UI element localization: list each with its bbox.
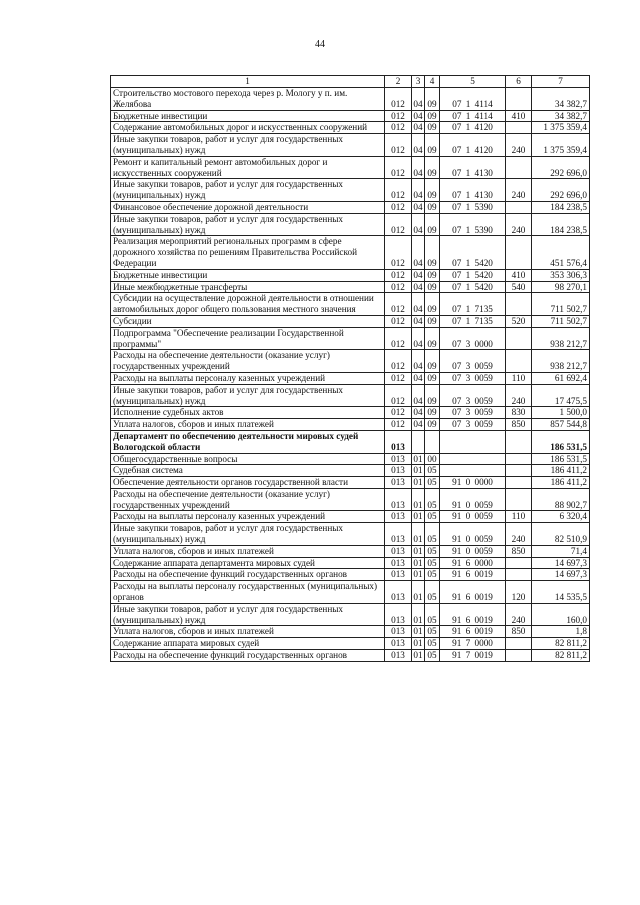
expense-type-cell — [506, 88, 532, 111]
expense-type-cell: 240 — [506, 384, 532, 407]
row-name-cell: Уплата налогов, сборов и иных платежей — [111, 545, 385, 557]
section-code-cell: 04 — [412, 327, 425, 350]
table-row — [111, 350, 590, 373]
amount-cell: 34 382,7 — [532, 88, 590, 111]
row-name-cell: Субсидии — [111, 315, 385, 327]
amount-cell: 1 375 359,4 — [532, 122, 590, 134]
table-row — [111, 638, 590, 650]
row-name-cell: Строительство мостового перехода через р. Мологу у п. им. Желябова — [111, 88, 385, 111]
amount-cell: 711 502,7 — [532, 315, 590, 327]
ministry-code-cell: 012 — [385, 110, 412, 122]
amount-cell: 71,4 — [532, 545, 590, 557]
subsection-code-cell: 09 — [425, 419, 440, 431]
expense-type-cell: 240 — [506, 603, 532, 626]
table-row — [111, 523, 590, 546]
target-article-cell: 91 7 0019 — [440, 650, 506, 662]
table-row — [111, 557, 590, 569]
section-code-cell: 01 — [413, 465, 423, 476]
target-article-cell: 07 1 5420 — [440, 269, 506, 281]
amount-cell: 857 544,8 — [532, 419, 590, 431]
table-row — [111, 281, 590, 293]
subsection-code-cell: 09 — [425, 110, 440, 122]
subsection-code-cell: 00 — [425, 453, 440, 465]
target-article-cell: 91 0 0059 — [440, 511, 506, 523]
table-row — [111, 179, 590, 202]
row-name-cell: Иные межбюджетные трансферты — [111, 281, 385, 293]
table-row — [111, 88, 590, 111]
target-article-cell: 07 1 4130 — [440, 156, 506, 179]
section-code-cell — [412, 430, 425, 453]
section-code-cell: 04 — [413, 407, 423, 418]
ministry-code-cell: 013 — [385, 488, 412, 511]
row-name-cell: Иные закупки товаров, работ и услуг для государственных (муниципальных) нужд — [111, 384, 385, 407]
row-name-cell: Бюджетные инвестиции — [111, 110, 385, 122]
expense-type-cell: 240 — [506, 179, 532, 202]
target-article-cell: 91 6 0019 — [440, 603, 506, 626]
table-row — [111, 384, 590, 407]
row-name-cell: Реализация мероприятий региональных программ в сфере дорожного хозяйства по решениям Правительства Российской Федерации — [111, 236, 385, 269]
target-article-cell: 91 0 0059 — [440, 488, 506, 511]
subsection-code-cell: 09 — [425, 269, 440, 281]
section-code-cell: 04 — [412, 213, 425, 236]
amount-cell: 1 375 359,4 — [532, 134, 590, 157]
table-row — [111, 269, 590, 281]
subsection-code-cell: 09 — [425, 315, 440, 327]
target-article-cell: 07 1 4120 — [440, 122, 506, 134]
section-code-cell: 04 — [412, 350, 425, 373]
ministry-code-cell: 012 — [385, 122, 412, 134]
section-code-cell: 04 — [413, 110, 423, 121]
expense-type-cell: 850 — [506, 545, 532, 557]
section-code-cell: 01 — [412, 581, 425, 604]
ministry-code-cell: 012 — [385, 384, 412, 407]
ministry-code-cell: 012 — [385, 213, 412, 236]
expense-type-cell — [506, 465, 532, 477]
subsection-code-cell: 09 — [425, 88, 440, 111]
row-name-cell: Содержание аппарата мировых судей — [111, 638, 385, 650]
expense-type-cell: 850 — [506, 419, 532, 431]
expense-type-cell — [506, 650, 532, 662]
section-code-cell: 04 — [413, 419, 423, 430]
target-article-cell: 07 1 7135 — [440, 315, 506, 327]
row-name-cell: Расходы на обеспечение деятельности (оказание услуг) государственных учреждений — [111, 488, 385, 511]
ministry-code-cell: 012 — [385, 407, 412, 419]
table-row — [111, 201, 590, 213]
amount-cell: 938 212,7 — [532, 327, 590, 350]
section-code-cell: 01 — [413, 477, 423, 488]
row-name-cell: Департамент по обеспечению деятельности мировых судей Вологодской области — [111, 430, 385, 453]
amount-cell: 14 697,3 — [532, 557, 590, 569]
target-article-cell: 07 1 4130 — [440, 179, 506, 202]
section-code-cell: 04 — [413, 315, 423, 326]
amount-cell: 186 411,2 — [532, 465, 590, 477]
row-name-cell: Обеспечение деятельности органов государственной власти — [111, 477, 385, 489]
amount-cell: 17 475,5 — [532, 384, 590, 407]
row-name-cell: Уплата налогов, сборов и иных платежей — [111, 419, 385, 431]
expense-type-cell — [506, 236, 532, 269]
amount-cell: 353 306,3 — [532, 269, 590, 281]
amount-cell: 88 902,7 — [532, 488, 590, 511]
subsection-code-cell: 09 — [425, 281, 440, 293]
section-code-cell: 04 — [412, 236, 425, 269]
ministry-code-cell: 012 — [385, 201, 412, 213]
section-code-cell: 04 — [413, 281, 423, 292]
subsection-code-cell: 05 — [425, 603, 440, 626]
ministry-code-cell: 012 — [385, 372, 412, 384]
row-name-cell: Финансовое обеспечение дорожной деятельности — [111, 201, 385, 213]
amount-cell: 82 811,2 — [532, 650, 590, 662]
subsection-code-cell: 05 — [425, 569, 440, 581]
page-number: 44 — [315, 39, 325, 50]
expense-type-cell — [506, 122, 532, 134]
target-article-cell: 07 1 5390 — [440, 213, 506, 236]
section-code-cell: 04 — [413, 372, 423, 383]
section-code-cell: 01 — [413, 569, 423, 580]
subsection-code-cell: 09 — [425, 179, 440, 202]
target-article-cell: 91 6 0019 — [440, 626, 506, 638]
target-article-cell — [440, 453, 506, 465]
subsection-code-cell: 05 — [425, 511, 440, 523]
amount-cell: 1 500,0 — [532, 407, 590, 419]
row-name-cell: Расходы на обеспечение деятельности (оказание услуг) государственных учреждений — [111, 350, 385, 373]
ministry-code-cell: 013 — [385, 465, 412, 477]
amount-cell: 184 238,5 — [532, 213, 590, 236]
section-code-cell: 01 — [413, 545, 423, 556]
expense-type-cell — [506, 327, 532, 350]
section-code-cell: 01 — [413, 650, 423, 661]
expense-type-cell — [506, 201, 532, 213]
row-name-cell: Иные закупки товаров, работ и услуг для государственных (муниципальных) нужд — [111, 134, 385, 157]
target-article-cell: 07 3 0000 — [440, 327, 506, 350]
section-code-cell: 04 — [412, 293, 425, 316]
subsection-code-cell: 05 — [425, 523, 440, 546]
table-row — [111, 511, 590, 523]
target-article-cell: 91 7 0000 — [440, 638, 506, 650]
table-row — [111, 122, 590, 134]
amount-cell: 186 531,5 — [532, 430, 590, 453]
table-row — [111, 626, 590, 638]
row-name-cell: Иные закупки товаров, работ и услуг для государственных (муниципальных) нужд — [111, 603, 385, 626]
row-name-cell: Расходы на обеспечение функций государственных органов — [111, 569, 385, 581]
amount-cell: 184 238,5 — [532, 201, 590, 213]
subsection-code-cell: 09 — [425, 407, 440, 419]
target-article-cell: 07 3 0059 — [440, 372, 506, 384]
subsection-code-cell: 09 — [425, 372, 440, 384]
amount-cell: 14 535,5 — [532, 581, 590, 604]
target-article-cell: 07 1 5390 — [440, 201, 506, 213]
subsection-code-cell: 05 — [425, 638, 440, 650]
section-code-cell: 04 — [413, 201, 423, 212]
target-article-cell: 07 3 0059 — [440, 384, 506, 407]
ministry-code-cell: 012 — [385, 269, 412, 281]
section-code-cell: 01 — [413, 626, 423, 637]
target-article-cell: 07 1 4114 — [440, 110, 506, 122]
row-name-cell: Общегосударственные вопросы — [111, 453, 385, 465]
table-row — [111, 569, 590, 581]
table-header-row — [111, 76, 590, 88]
section-code-cell: 01 — [412, 523, 425, 546]
amount-cell: 292 696,0 — [532, 179, 590, 202]
section-code-cell: 04 — [412, 384, 425, 407]
row-name-cell: Бюджетные инвестиции — [111, 269, 385, 281]
table-row — [111, 315, 590, 327]
ministry-code-cell: 013 — [385, 477, 412, 489]
row-name-cell: Расходы на выплаты персоналу государственных (муниципальных) органов — [111, 581, 385, 604]
amount-cell: 98 270,1 — [532, 281, 590, 293]
section-code-cell: 01 — [412, 603, 425, 626]
ministry-code-cell: 013 — [385, 523, 412, 546]
ministry-code-cell: 013 — [385, 430, 412, 453]
section-code-cell: 01 — [413, 453, 423, 464]
expense-type-cell: 410 — [506, 110, 532, 122]
row-name-cell: Иные закупки товаров, работ и услуг для государственных (муниципальных) нужд — [111, 213, 385, 236]
section-code-cell: 04 — [412, 179, 425, 202]
row-name-cell: Субсидии на осуществление дорожной деятельности в отношении автомобильных дорог общего пользования местного значения — [111, 293, 385, 316]
amount-cell: 14 697,3 — [532, 569, 590, 581]
subsection-code-cell: 09 — [425, 134, 440, 157]
expense-type-cell: 850 — [506, 626, 532, 638]
table-row — [111, 327, 590, 350]
expense-type-cell — [506, 488, 532, 511]
ministry-code-cell: 012 — [385, 419, 412, 431]
column-header: 2 — [385, 76, 412, 88]
amount-cell: 711 502,7 — [532, 293, 590, 316]
table-row — [111, 293, 590, 316]
expense-type-cell: 120 — [506, 581, 532, 604]
section-code-cell: 01 — [412, 488, 425, 511]
amount-cell: 6 320,4 — [532, 511, 590, 523]
table-row — [111, 110, 590, 122]
section-code-cell: 04 — [412, 156, 425, 179]
target-article-cell: 07 1 4120 — [440, 134, 506, 157]
column-header: 5 — [440, 76, 506, 88]
target-article-cell: 91 6 0019 — [440, 569, 506, 581]
section-code-cell: 01 — [413, 511, 423, 522]
amount-cell: 292 696,0 — [532, 156, 590, 179]
table-body — [111, 88, 590, 662]
ministry-code-cell: 012 — [385, 293, 412, 316]
amount-cell: 186 411,2 — [532, 477, 590, 489]
table-row — [111, 156, 590, 179]
target-article-cell: 91 0 0059 — [440, 545, 506, 557]
expense-type-cell — [506, 350, 532, 373]
section-code-cell: 04 — [413, 122, 423, 133]
ministry-code-cell: 013 — [385, 569, 412, 581]
target-article-cell: 91 0 0000 — [440, 477, 506, 489]
ministry-code-cell: 013 — [385, 603, 412, 626]
expense-type-cell — [506, 557, 532, 569]
subsection-code-cell: 05 — [425, 477, 440, 489]
expense-type-cell: 240 — [506, 134, 532, 157]
ministry-code-cell: 013 — [385, 626, 412, 638]
row-name-cell: Расходы на выплаты персоналу казенных учреждений — [111, 372, 385, 384]
table-row — [111, 650, 590, 662]
expense-type-cell: 410 — [506, 269, 532, 281]
ministry-code-cell: 013 — [385, 545, 412, 557]
subsection-code-cell: 05 — [425, 581, 440, 604]
section-code-cell: 04 — [412, 134, 425, 157]
subsection-code-cell: 09 — [425, 156, 440, 179]
ministry-code-cell: 012 — [385, 179, 412, 202]
target-article-cell: 07 3 0059 — [440, 407, 506, 419]
ministry-code-cell: 012 — [385, 134, 412, 157]
expense-type-cell: 540 — [506, 281, 532, 293]
table-row — [111, 453, 590, 465]
expense-type-cell: 240 — [506, 213, 532, 236]
table-row — [111, 372, 590, 384]
subsection-code-cell: 09 — [425, 384, 440, 407]
target-article-cell: 91 6 0019 — [440, 581, 506, 604]
row-name-cell: Содержание аппарата департамента мировых судей — [111, 557, 385, 569]
table-row — [111, 134, 590, 157]
subsection-code-cell: 09 — [425, 350, 440, 373]
table-row — [111, 603, 590, 626]
subsection-code-cell: 09 — [425, 213, 440, 236]
expense-type-cell: 110 — [506, 372, 532, 384]
row-name-cell: Содержание автомобильных дорог и искусственных сооружений — [111, 122, 385, 134]
amount-cell: 61 692,4 — [532, 372, 590, 384]
table-row — [111, 236, 590, 269]
ministry-code-cell: 012 — [385, 281, 412, 293]
expense-type-cell — [506, 293, 532, 316]
section-code-cell: 04 — [412, 88, 425, 111]
subsection-code-cell: 05 — [425, 650, 440, 662]
expense-type-cell: 830 — [506, 407, 532, 419]
row-name-cell: Судебная система — [111, 465, 385, 477]
ministry-code-cell: 013 — [385, 557, 412, 569]
table-row — [111, 430, 590, 453]
ministry-code-cell: 013 — [385, 581, 412, 604]
amount-cell: 82 811,2 — [532, 638, 590, 650]
table-row — [111, 581, 590, 604]
budget-table — [110, 75, 590, 662]
amount-cell: 82 510,9 — [532, 523, 590, 546]
row-name-cell: Ремонт и капитальный ремонт автомобильных дорог и искусственных сооружений — [111, 156, 385, 179]
expense-type-cell: 110 — [506, 511, 532, 523]
row-name-cell: Иные закупки товаров, работ и услуг для государственных (муниципальных) нужд — [111, 523, 385, 546]
target-article-cell — [440, 430, 506, 453]
ministry-code-cell: 013 — [385, 511, 412, 523]
subsection-code-cell: 09 — [425, 327, 440, 350]
subsection-code-cell: 09 — [425, 201, 440, 213]
amount-cell: 160,0 — [532, 603, 590, 626]
subsection-code-cell: 09 — [425, 122, 440, 134]
ministry-code-cell: 013 — [385, 650, 412, 662]
column-header: 6 — [506, 76, 532, 88]
row-name-cell: Иные закупки товаров, работ и услуг для государственных (муниципальных) нужд — [111, 179, 385, 202]
subsection-code-cell: 09 — [425, 236, 440, 269]
target-article-cell: 07 1 5420 — [440, 236, 506, 269]
section-code-cell: 01 — [413, 638, 423, 649]
table-row — [111, 545, 590, 557]
ministry-code-cell: 013 — [385, 638, 412, 650]
target-article-cell: 91 6 0000 — [440, 557, 506, 569]
target-article-cell: 07 1 5420 — [440, 281, 506, 293]
row-name-cell: Исполнение судебных актов — [111, 407, 385, 419]
column-header: 3 — [412, 76, 425, 88]
subsection-code-cell: 05 — [425, 488, 440, 511]
target-article-cell: 07 1 7135 — [440, 293, 506, 316]
expense-type-cell — [506, 430, 532, 453]
subsection-code-cell: 05 — [425, 465, 440, 477]
ministry-code-cell: 012 — [385, 315, 412, 327]
section-code-cell: 01 — [413, 557, 423, 568]
row-name-cell: Расходы на обеспечение функций государственных органов — [111, 650, 385, 662]
subsection-code-cell: 05 — [425, 626, 440, 638]
subsection-code-cell — [425, 430, 440, 453]
table-row — [111, 213, 590, 236]
table-row — [111, 477, 590, 489]
column-header: 1 — [111, 76, 385, 88]
amount-cell: 451 576,4 — [532, 236, 590, 269]
expense-type-cell: 240 — [506, 523, 532, 546]
target-article-cell: 91 0 0059 — [440, 523, 506, 546]
amount-cell: 34 382,7 — [532, 110, 590, 122]
row-name-cell: Уплата налогов, сборов и иных платежей — [111, 626, 385, 638]
ministry-code-cell: 012 — [385, 327, 412, 350]
amount-cell: 938 212,7 — [532, 350, 590, 373]
subsection-code-cell: 05 — [425, 557, 440, 569]
row-name-cell: Подпрограмма "Обеспечение реализации Государственной программы" — [111, 327, 385, 350]
column-header: 4 — [425, 76, 440, 88]
amount-cell: 1,8 — [532, 626, 590, 638]
amount-cell: 186 531,5 — [532, 453, 590, 465]
target-article-cell: 07 3 0059 — [440, 350, 506, 373]
column-header: 7 — [532, 76, 590, 88]
expense-type-cell — [506, 569, 532, 581]
table-row — [111, 407, 590, 419]
expense-type-cell — [506, 638, 532, 650]
ministry-code-cell: 012 — [385, 88, 412, 111]
table-row — [111, 419, 590, 431]
section-code-cell: 04 — [413, 269, 423, 280]
expense-type-cell: 520 — [506, 315, 532, 327]
subsection-code-cell: 09 — [425, 293, 440, 316]
expense-type-cell — [506, 477, 532, 489]
ministry-code-cell: 012 — [385, 236, 412, 269]
expense-type-cell — [506, 156, 532, 179]
table-row — [111, 488, 590, 511]
ministry-code-cell: 012 — [385, 350, 412, 373]
target-article-cell — [440, 465, 506, 477]
ministry-code-cell: 012 — [385, 156, 412, 179]
subsection-code-cell: 05 — [425, 545, 440, 557]
table-row — [111, 465, 590, 477]
target-article-cell: 07 1 4114 — [440, 88, 506, 111]
target-article-cell: 07 3 0059 — [440, 419, 506, 431]
row-name-cell: Расходы на выплаты персоналу казенных учреждений — [111, 511, 385, 523]
ministry-code-cell: 013 — [385, 453, 412, 465]
expense-type-cell — [506, 453, 532, 465]
